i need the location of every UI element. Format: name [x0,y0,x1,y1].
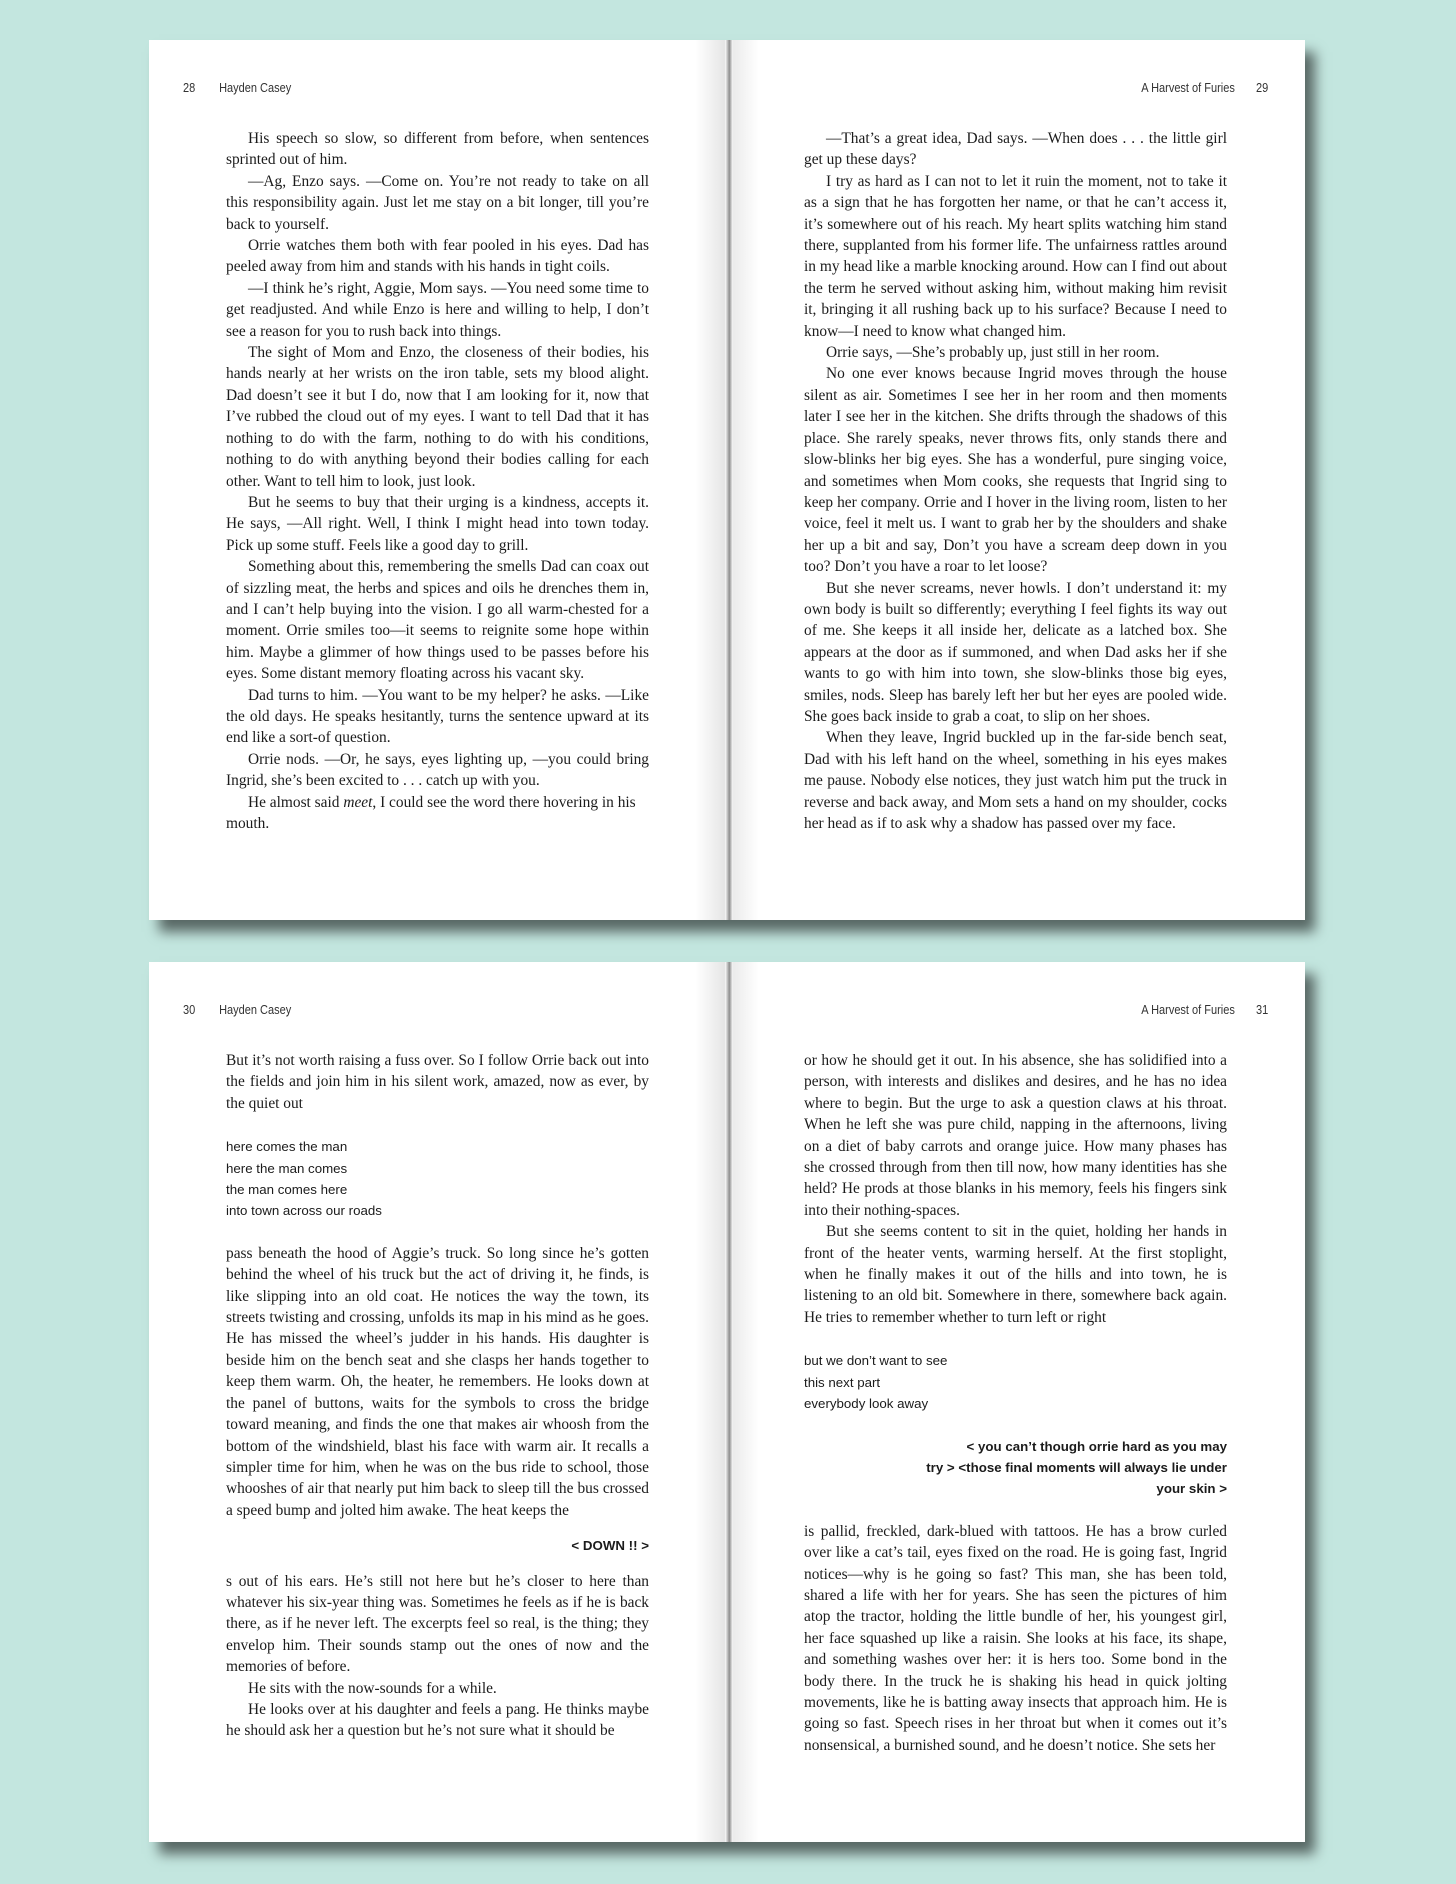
running-head-title: A Harvest of Furies [1141,1003,1235,1017]
paragraph: s out of his ears. He’s still not here but he’s closer to here than whatever his six-year thing was. Sometimes he feels as if he is back there, as if he never left. The excerpts feel so real, is the thing; they envelop him. Their sounds stamp out the ones of now and the memories of before. [226,1572,649,1676]
paragraph [226,792,649,835]
running-header [1141,1003,1268,1017]
paragraph: But it’s not worth raising a fuss over. So I follow Orrie back out into the fields and join him in his silent work, amazed, now as ever, by the quiet out [226,1052,649,1112]
page-number: 28 [183,81,196,95]
paragraph: No one ever knows because Ingrid moves through the house silent as air. Sometimes I see her in her room and then moments later I see her in the kitchen. She drifts through the shadows of this place. She rarely speaks, never throws fits, only stands there and slow-blinks her big eyes. She has a wonderful, pure singing voice, and sometimes when Mom cooks, she requests that Ingrid sing to keep her company. Orrie and I hover in the living room, listen to her voice, feel it melt us. I want to grab her by the shoulders and shake her up a bit and say, Don’t you have a scream deep down in you too? Don’t you have a roar to let loose? [804,365,1227,576]
paragraph: But she seems content to sit in the quiet, holding her hands in front of the heater vents, warming herself. At the first stoplight, when he finally makes it out of the hills and into town, he is listening to an old bit. Somewhere in there, somewhere back again. He tries to remember whether to turn left or right [804,1223,1227,1326]
page-31 [727,962,1305,1842]
aside-callout [804,1436,1227,1500]
text-run: He almost said [248,793,344,811]
book-spread-bottom [149,962,1305,1842]
poem-line: into town across our roads [226,1203,382,1219]
poem-line: the man comes here [226,1182,348,1198]
book-spread-top [149,40,1305,920]
page-28 [149,40,727,920]
paragraph: Orrie nods. —Or, he says, eyes lighting up, —you could bring Ingrid, she’s been excited to . . . catch up with you. [226,750,649,790]
paragraph: But she never screams, never howls. I don’t understand it: my own body is built so differently; everything I feel fights its way out of me. She keeps it all inside her, delicate as a latched box. She appears at the door as if summoned, and when Dad asks her if she wants to go with him into town, she slow-blinks those big eyes, smiles, nods. Sleep has barely left her but her eyes are pooled wide. She goes back inside to grab a coat, to slip on her shoes. [804,579,1227,725]
poem-line: everybody look away [804,1396,929,1412]
poem-line: here comes the man [226,1139,348,1155]
paragraph: He sits with the now-sounds for a while. [248,1679,497,1697]
running-header [183,1003,291,1017]
paragraph: Dad turns to him. —You want to be my helper? he asks. —Like the old days. He speaks hesitantly, turns the sentence upward at its end like a sort-of question. [226,686,649,747]
poem-line: but we don’t want to see [804,1353,948,1369]
paragraph: I try as hard as I can not to let it ruin the moment, not to take it as a sign that he has forgotten her name, or that he can’t access it, it’s somewhere out of his reach. My heart splits watching him stand there, supplanted from his former life. The unfairness rattles around in my head like a marble knocking around. How can I find out about the term he served without asking him, without making him revisit it, bringing it all rushing back up to his surface? Because I need to know—I need to know what changed him. [804,172,1227,340]
page-29 [727,40,1305,920]
text-run: , I could see the word there hovering in his mouth. [226,793,636,832]
paragraph: The sight of Mom and Enzo, the closeness of their bodies, his hands nearly at her wrists on the iron table, sets my blood alight. Dad doesn’t see it but I do, now that I am looking for it, now that I’ve rubbed the cloud out of my eyes. I want to tell Dad that it has nothing to do with the farm, nothing to do with his conditions, nothing to do with anything beyond their bodies calling for each other. Want to tell him to look, just look. [226,344,649,490]
aside-line: < you can’t though orrie hard as you may [966,1438,1227,1454]
paragraph: Orrie says, —She’s probably up, just still in her room. [826,344,1160,362]
aside-line: try > <those final moments will always lie under [926,1459,1227,1475]
paragraph: —That’s a great idea, Dad says. —When does . . . the little girl get up these days? [804,130,1227,169]
page-30 [149,962,727,1842]
paragraph: or how he should get it out. In his absence, she has solidified into a person, with interests and dislikes and desires, and he has no idea where to begin. But the urge to ask a question claws at his throat. When he left she was pure child, napping in the afternoons, living on a diet of baby carrots and orange juice. How many phases has she crossed through from then till now, how many identities has she held? He prods at those blanks in his memory, feels his fingers sink into their nothing-spaces. [804,1052,1227,1219]
aside-line: your skin > [1156,1481,1227,1497]
page-body [804,1050,1227,1756]
page-number: 30 [183,1003,196,1017]
paragraph: When they leave, Ingrid buckled up in the far-side bench seat, Dad with his left hand on the wheel, something in his eyes makes me pause. Nobody else notices, they just watch him put the truck in reverse and back away, and Mom sets a hand on my shoulder, cocks her head as if to ask why a shadow has passed over my face. [804,729,1227,832]
running-head-title: A Harvest of Furies [1141,81,1235,95]
poem-block [226,1136,649,1222]
page-body [226,128,649,834]
poem-line: here the man comes [226,1160,348,1176]
paragraph: But he seems to buy that their urging is a kindness, accepts it. He says, —All right. Well, I think I might head into town today. Pick up some stuff. Feels like a good day to grill. [226,493,649,554]
paragraph: pass beneath the hood of Aggie’s truck. So long since he’s gotten behind the wheel of his truck but the act of driving it, he finds, is like slipping into an old coat. He notices the way the town, its streets twisting and crossing, unfolds its map in his mind as he goes. He has missed the wheel’s judder in his hands. His daughter is beside him on the bench seat and she clasps her hands together to keep them warm. Oh, the heater, he remembers. He looks down at the panel of buttons, waits for the symbols to cross the bridge toward meaning, and finds the one that makes air whoosh from the bottom of the windshield, blast his face with warm air. It recalls a simpler time for him, when he was on the bus ride to school, those whooshes of air that nearly put him back to sleep till the bus crossed a speed bump and jolted him awake. The heat keeps the [226,1244,649,1519]
paragraph: —Ag, Enzo says. —Come on. You’re not ready to take on all this responsibility again. Just let me stay on a bit longer, till you’re back to yourself. [226,172,649,233]
running-head-author: Hayden Casey [219,1003,292,1017]
paragraph: —I think he’s right, Aggie, Mom says. —You need some time to get readjusted. And while Enzo is here and willing to help, I don’t see a reason for you to rush back into things. [226,279,649,340]
page-body [804,128,1227,834]
italic-word: meet [343,793,373,811]
paragraph: His speech so slow, so different from before, when sentences sprinted out of him. [226,130,649,169]
poem-block [804,1350,1227,1414]
running-header [183,81,291,95]
aside-line: < DOWN !! > [571,1538,649,1554]
aside-callout [226,1535,649,1556]
running-head-author: Hayden Casey [219,81,292,95]
page-number: 31 [1255,1003,1268,1017]
running-header [1141,81,1268,95]
page-number: 29 [1255,81,1268,95]
paragraph: Something about this, remembering the smells Dad can coax out of sizzling meat, the herbs and spices and oils he drenches them in, and I can’t help buying into the vision. I go all warm-chested for a moment. Orrie smiles too—it seems to reignite some hope within him. Maybe a glimmer of how things used to be passes before his eyes. Some distant memory floating across his vacant sky. [226,558,649,683]
paragraph: is pallid, freckled, dark-blued with tattoos. He has a brow curled over like a cat’s tail, eyes fixed on the road. He is going fast, Ingrid notices—why is he going so fast? This man, she has been told, shared a life with her for years. She has seen the pictures of him atop the tractor, holding the little bundle of her, his youngest girl, her face squashed up like a raisin. She looks at his face, its shape, and something washes over her: it is hers too. Some bond in the body there. In the truck he is shaking his head in quick jolting movements, like he is batting away insects that approach him. He is going so fast. Speech rises in her throat but when it comes out it’s nonsensical, a burnished sound, and he doesn’t notice. She sets her [804,1522,1227,1754]
paragraph: He looks over at his daughter and feels a pang. He thinks maybe he should ask her a question but he’s not sure what it should be [226,1700,649,1740]
poem-line: this next part [804,1374,881,1390]
page-body [226,1050,649,1742]
paragraph: Orrie watches them both with fear pooled in his eyes. Dad has peeled away from him and stands with his hands in tight coils. [226,237,649,276]
